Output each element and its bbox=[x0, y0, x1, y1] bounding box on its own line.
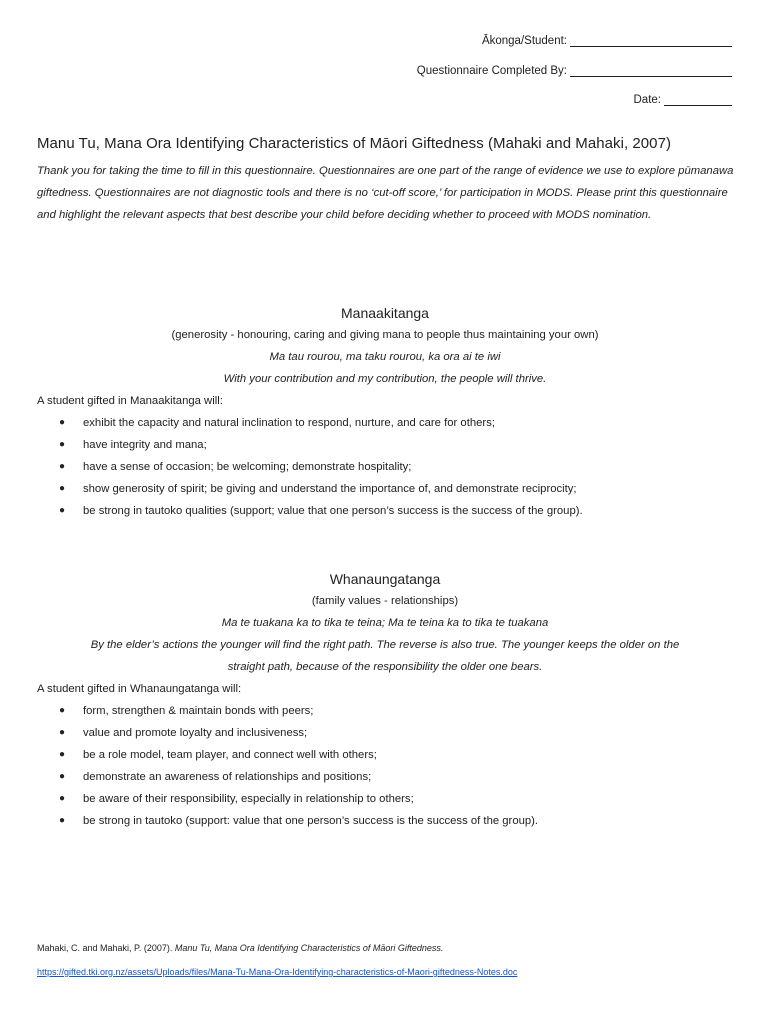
list-item bbox=[37, 700, 733, 722]
citation-line bbox=[37, 936, 737, 960]
whanaungatanga-subtitle: (family values - relationships) bbox=[311, 595, 459, 607]
whanaungatanga-translation-line2: straight path, because of the responsibility the older one bears. bbox=[227, 661, 543, 673]
document-title: Manu Tu, Mana Ora Identifying Characteristics of Māori Giftedness (Mahaki and Mahaki, 2007) bbox=[37, 135, 672, 152]
whanaungatanga-translation-line1: By the elder’s actions the younger will find the right path. The reverse is also true. The younger keeps the older on the bbox=[90, 639, 680, 651]
list-item bbox=[37, 434, 733, 456]
list-item bbox=[37, 412, 733, 434]
student-field[interactable] bbox=[482, 34, 732, 47]
list-item bbox=[37, 788, 733, 810]
bullet-icon: ● bbox=[59, 705, 66, 716]
citation-link-line bbox=[37, 960, 737, 984]
footer-citation bbox=[37, 936, 737, 984]
manaakitanga-lead: A student gifted in Manaakitanga will: bbox=[37, 395, 223, 407]
citation-authors: Mahaki, C. and Mahaki, P. (2007). bbox=[37, 943, 175, 953]
bullet-icon: ● bbox=[59, 793, 66, 804]
completed-by-label: Questionnaire Completed By: bbox=[416, 65, 567, 77]
bullet-icon: ● bbox=[59, 505, 66, 516]
bullet-icon: ● bbox=[59, 417, 66, 428]
list-item-text: value and promote loyalty and inclusiveness; bbox=[83, 727, 308, 739]
date-field[interactable] bbox=[634, 93, 733, 106]
list-item-text: have a sense of occasion; be welcoming; demonstrate hospitality; bbox=[83, 461, 412, 473]
manaakitanga-translation: With your contribution and my contribution, the people will thrive. bbox=[223, 373, 547, 385]
whanaungatanga-title: Whanaungatanga bbox=[329, 571, 441, 587]
bullet-icon: ● bbox=[59, 771, 66, 782]
date-label: Date: bbox=[633, 94, 661, 106]
list-item bbox=[37, 478, 733, 500]
bullet-icon: ● bbox=[59, 815, 66, 826]
date-input-line[interactable] bbox=[664, 93, 732, 106]
whanaungatanga-proverb: Ma te tuakana ka to tika te teina; Ma te teina ka to tika te tuakana bbox=[221, 617, 549, 629]
list-item-text: exhibit the capacity and natural inclination to respond, nurture, and care for others; bbox=[83, 417, 495, 429]
list-item bbox=[37, 500, 733, 522]
bullet-icon: ● bbox=[59, 439, 66, 450]
list-item-text: be strong in tautoko qualities (support; value that one person’s success is the success of the group). bbox=[83, 505, 583, 517]
manaakitanga-list bbox=[37, 412, 733, 522]
bullet-icon: ● bbox=[59, 749, 66, 760]
whanaungatanga-list bbox=[37, 700, 733, 832]
list-item-text: show generosity of spirit; be giving and understand the importance of, and demonstrate reciprocity; bbox=[83, 483, 577, 495]
list-item-text: demonstrate an awareness of relationships and positions; bbox=[83, 771, 372, 783]
bullet-icon: ● bbox=[59, 483, 66, 494]
list-item bbox=[37, 766, 733, 788]
list-item bbox=[37, 722, 733, 744]
citation-link[interactable]: https://gifted.tki.org.nz/assets/Uploads/files/Mana-Tu-Mana-Ora-Identifying-characteristics-of-Maori-giftedness-Notes.doc bbox=[37, 967, 518, 977]
intro-paragraph: Thank you for taking the time to fill in this questionnaire. Questionnaires are one part of the range of evidence we use to explore pūmanawa giftedness. Questionnaires are not diagnostic tools and there is no ‘cut-off score,’ for participation in MODS. Please print this questionnaire and highlight the relevant aspects that best describe your child before deciding whether to proceed with MODS nomination. bbox=[37, 165, 734, 221]
manaakitanga-proverb: Ma tau rourou, ma taku rourou, ka ora ai te iwi bbox=[269, 351, 501, 363]
manaakitanga-title: Manaakitanga bbox=[341, 305, 429, 321]
manaakitanga-section bbox=[37, 302, 733, 522]
completed-by-input-line[interactable] bbox=[570, 64, 732, 77]
list-item-text: be aware of their responsibility, especially in relationship to others; bbox=[83, 793, 414, 805]
list-item-text: have integrity and mana; bbox=[83, 439, 207, 451]
citation-title: Manu Tu, Mana Ora Identifying Characteristics of Māori Giftedness. bbox=[174, 943, 444, 953]
list-item-text: be strong in tautoko (support: value that one person’s success is the success of the group). bbox=[83, 815, 539, 827]
list-item bbox=[37, 810, 733, 832]
completed-by-field[interactable] bbox=[417, 64, 732, 77]
whanaungatanga-section bbox=[37, 568, 733, 832]
bullet-icon: ● bbox=[59, 461, 66, 472]
manaakitanga-subtitle: (generosity - honouring, caring and giving mana to people thus maintaining your own) bbox=[171, 329, 599, 341]
list-item-text: form, strengthen & maintain bonds with peers; bbox=[83, 705, 314, 717]
bullet-icon: ● bbox=[59, 727, 66, 738]
student-input-line[interactable] bbox=[570, 34, 732, 47]
student-label: Ākonga/Student: bbox=[481, 35, 567, 47]
whanaungatanga-lead: A student gifted in Whanaungatanga will: bbox=[37, 683, 242, 695]
list-item-text: be a role model, team player, and connect well with others; bbox=[83, 749, 377, 761]
list-item bbox=[37, 744, 733, 766]
list-item bbox=[37, 456, 733, 478]
